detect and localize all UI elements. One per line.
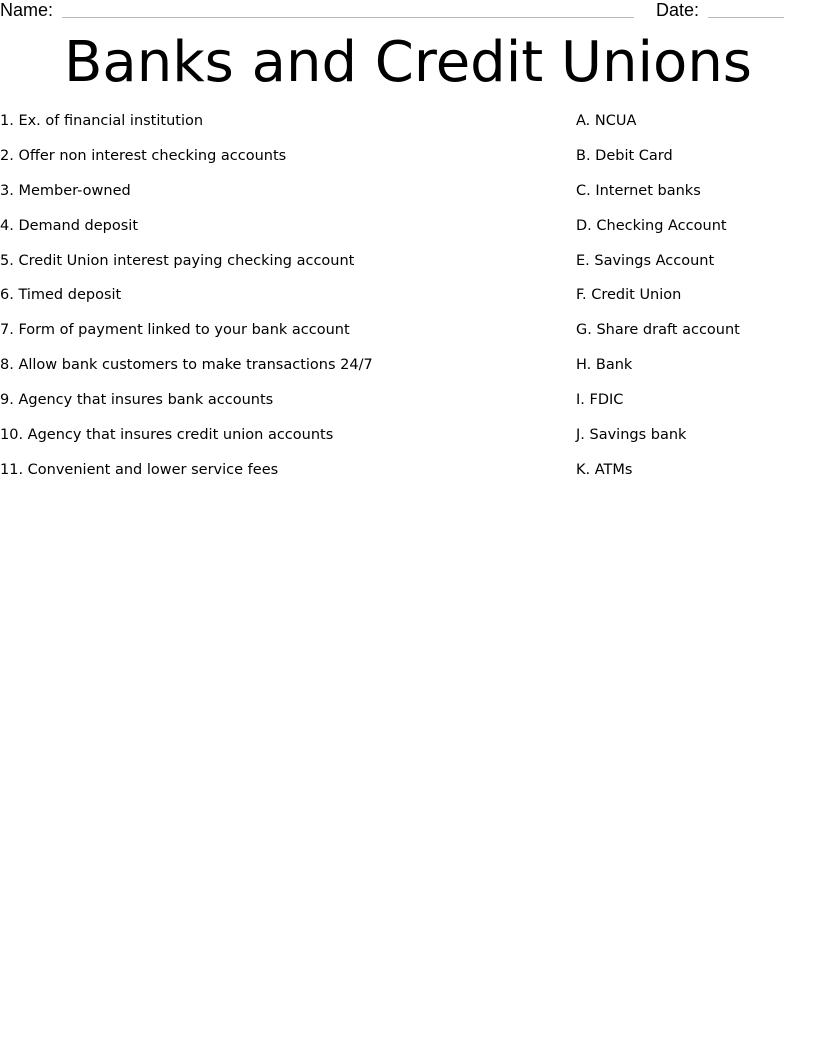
date-blank-line[interactable]	[708, 17, 784, 18]
answer-item: C. Internet banks	[576, 182, 701, 199]
clue-item: 11. Convenient and lower service fees	[0, 461, 279, 478]
page-title: Banks and Credit Unions	[64, 30, 752, 95]
clue-item: 7. Form of payment linked to your bank account	[0, 322, 350, 339]
clue-item: 8. Allow bank customers to make transactions 24/7	[0, 357, 373, 374]
answer-item: K. ATMs	[576, 461, 633, 478]
answer-item: A. NCUA	[576, 113, 637, 129]
answer-item: F. Credit Union	[576, 287, 682, 304]
name-blank-line[interactable]	[62, 17, 634, 18]
answer-list	[576, 104, 806, 488]
answer-item: E. Savings Account	[576, 252, 715, 269]
answer-item: J. Savings bank	[576, 427, 687, 444]
answer-item: D. Checking Account	[576, 217, 727, 234]
header-row	[0, 0, 816, 24]
date-label: Date:	[656, 0, 700, 20]
answer-item: I. FDIC	[576, 392, 624, 409]
clue-item: 10. Agency that insures credit union accounts	[0, 427, 334, 444]
clue-item: 4. Demand deposit	[0, 217, 139, 234]
clue-item: 3. Member-owned	[0, 182, 131, 199]
clue-item: 1. Ex. of financial institution	[0, 113, 204, 129]
clue-item: 9. Agency that insures bank accounts	[0, 392, 274, 409]
answer-item: B. Debit Card	[576, 147, 673, 164]
clue-item: 5. Credit Union interest paying checking account	[0, 252, 355, 269]
clue-item: 2. Offer non interest checking accounts	[0, 147, 287, 164]
clue-item: 6. Timed deposit	[0, 287, 122, 304]
answer-item: G. Share draft account	[576, 322, 740, 339]
clue-list	[0, 104, 560, 488]
name-label: Name:	[0, 0, 54, 20]
answer-item: H. Bank	[576, 357, 633, 374]
